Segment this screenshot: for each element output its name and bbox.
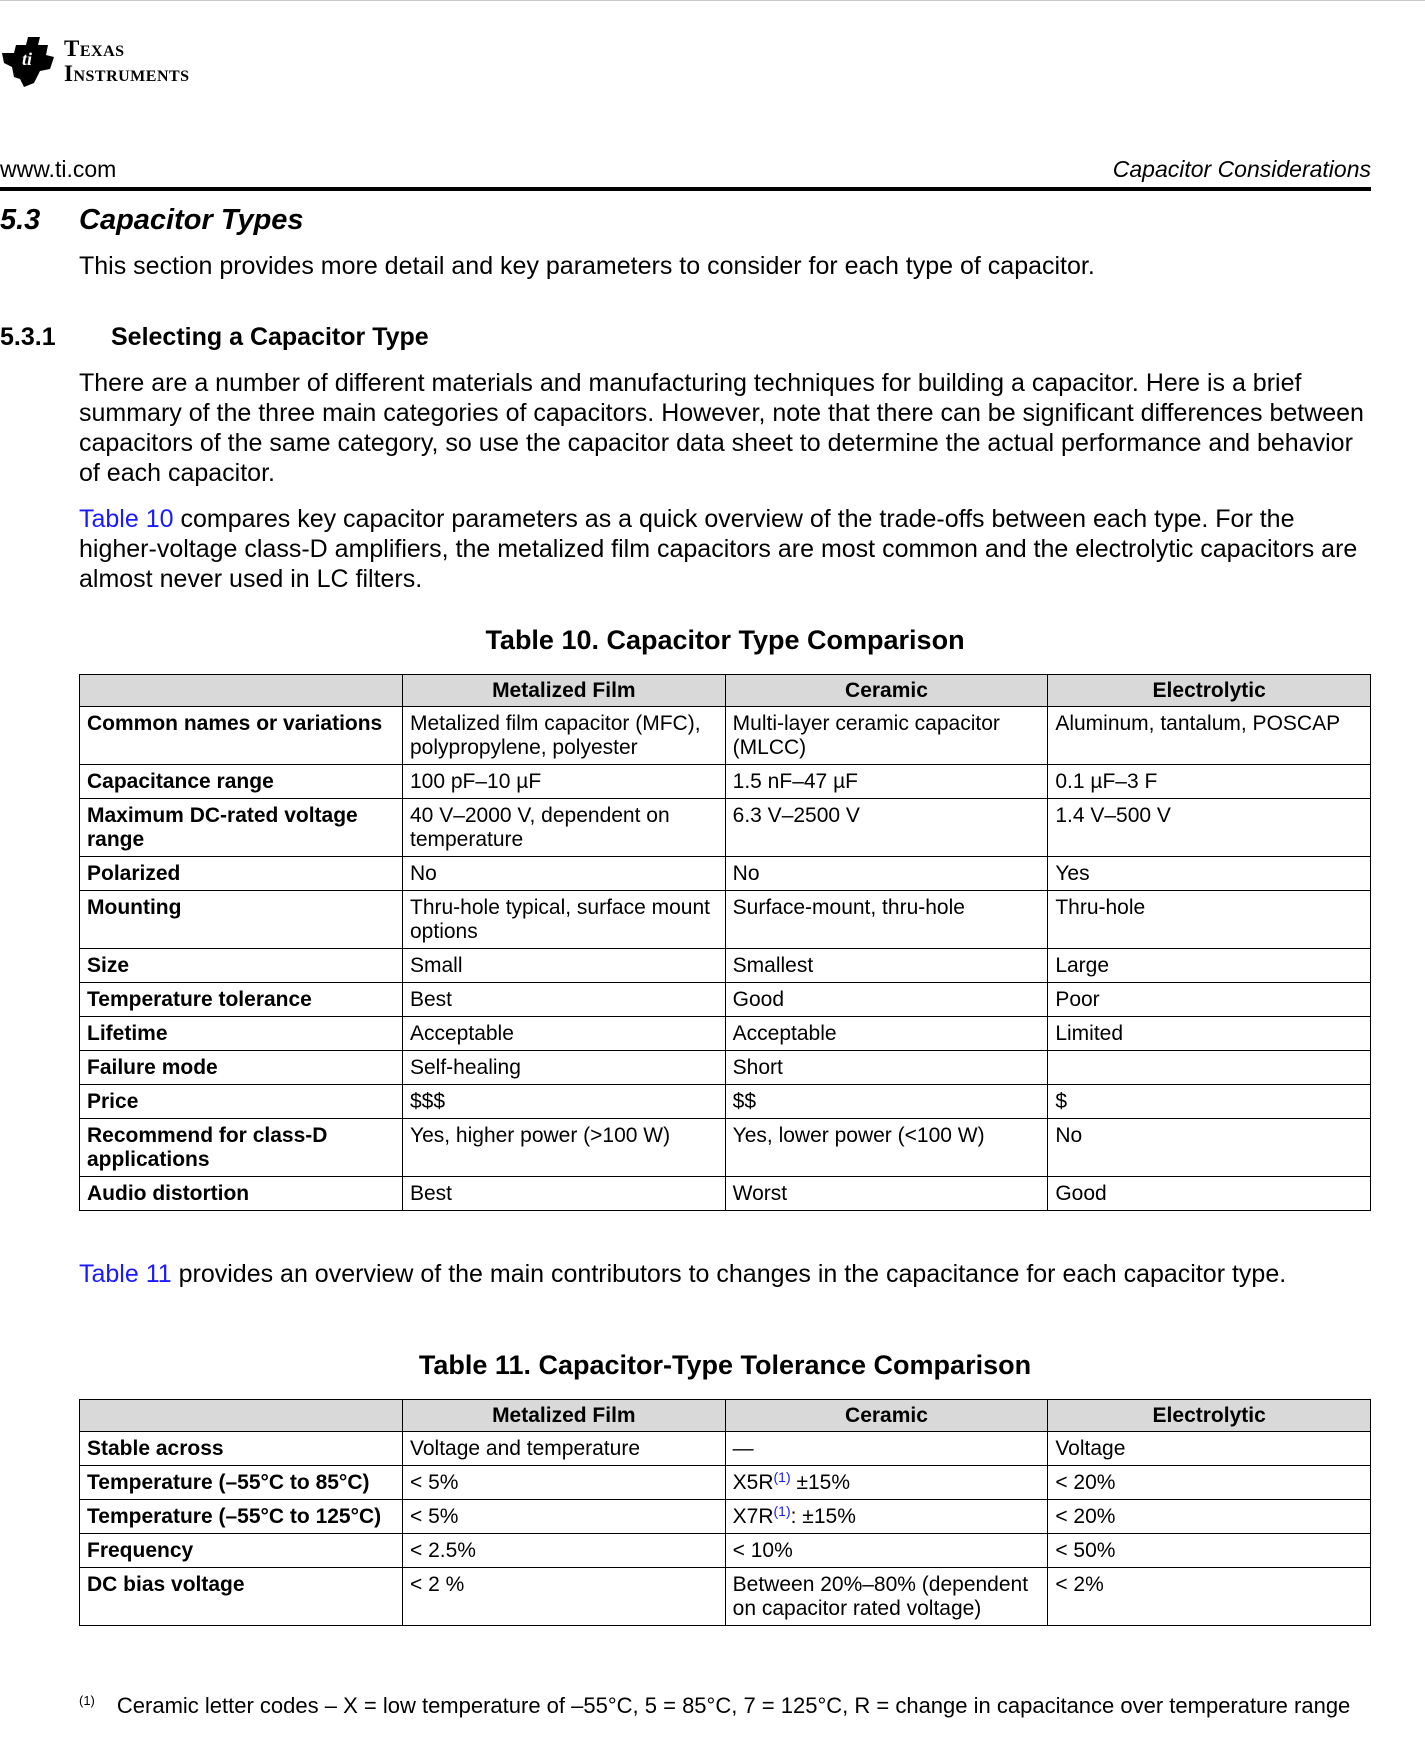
table-cell <box>403 799 726 857</box>
cell-text: Mounting <box>87 896 182 919</box>
cell-text: < 10% <box>732 1539 793 1562</box>
table-cell <box>725 983 1048 1017</box>
footnote-ref-link[interactable]: (1) <box>773 1503 791 1519</box>
cell-text: Worst <box>732 1182 788 1205</box>
cell-text-suffix: ±15% <box>790 1471 851 1494</box>
table-row <box>80 1119 1371 1177</box>
table-cell <box>403 1085 726 1119</box>
table-row <box>80 1051 1371 1085</box>
header-rule <box>0 187 1371 191</box>
table-cell <box>1048 1568 1371 1626</box>
cell-text: Large <box>1055 954 1110 977</box>
footnote-ref-link[interactable]: (1) <box>773 1469 791 1485</box>
cell-text: Surface-mount, thru-hole <box>732 896 965 919</box>
cell-text: Multi-layer ceramic capacitor (MLCC) <box>732 712 1000 759</box>
ti-logo-wordmark <box>64 36 190 86</box>
table-cell <box>403 1432 726 1466</box>
cell-text: Smallest <box>732 954 814 977</box>
column-header: Ceramic <box>725 1400 1048 1432</box>
table-cell <box>725 1466 1048 1500</box>
table-cell <box>1048 857 1371 891</box>
footnote-mark: (1) <box>79 1693 95 1708</box>
cell-text: Yes, lower power (<100 W) <box>732 1124 985 1147</box>
table-cell <box>403 857 726 891</box>
cell-text: Size <box>87 954 130 977</box>
table-10-caption: Table 10. Capacitor Type Comparison <box>485 625 965 655</box>
column-header: Electrolytic <box>1048 675 1371 707</box>
table-10-link[interactable]: Table 10 <box>79 505 174 533</box>
cell-text: < 2.5% <box>410 1539 476 1562</box>
cell-text: DC bias voltage <box>87 1573 245 1596</box>
table-cell <box>403 1500 726 1534</box>
cell-text: $$ <box>732 1090 757 1113</box>
cell-text: Self-healing <box>410 1056 521 1079</box>
subsection-number: 5.3.1 <box>0 323 56 351</box>
column-header: Metalized Film <box>403 1400 726 1432</box>
cell-text: Maximum DC-rated voltage range <box>87 804 358 851</box>
table-11-link[interactable]: Table 11 <box>79 1260 172 1288</box>
table-cell <box>1048 1500 1371 1534</box>
table-cell <box>1048 1017 1371 1051</box>
cell-text: No <box>732 862 760 885</box>
table-row <box>80 1085 1371 1119</box>
cell-text: < 20% <box>1055 1471 1116 1494</box>
table-cell <box>725 857 1048 891</box>
cell-text: Acceptable <box>410 1022 514 1045</box>
cell-text: No <box>410 862 437 885</box>
table-cell <box>1048 983 1371 1017</box>
table-cell <box>725 1534 1048 1568</box>
table-11-intro-text: provides an overview of the main contributors to changes in the capacitance for each capacitor type. <box>171 1260 1287 1288</box>
row-header-cell <box>80 1119 403 1177</box>
cell-text: No <box>1055 1124 1083 1147</box>
cell-text: Capacitance range <box>87 770 274 793</box>
table-cell <box>1048 1432 1371 1466</box>
cell-text: < 5% <box>410 1471 459 1494</box>
subsection-paragraph-1: There are a number of different materials and manufacturing techniques for building a capacitor. Here is a brief summary of the three main categories of capacitors. However, note that there can be significant differences between capacitors of the same category, so use the capacitor data sheet to determine the actual performance and behavior of each capacitor. <box>79 369 1364 487</box>
cell-text: Recommend for class-D applications <box>87 1124 328 1171</box>
table-11-intro <box>79 1259 1379 1289</box>
row-header-cell <box>80 1432 403 1466</box>
row-header-cell <box>80 983 403 1017</box>
table-row <box>80 891 1371 949</box>
table-cell <box>403 1568 726 1626</box>
row-header-cell <box>80 949 403 983</box>
table-cell <box>403 1119 726 1177</box>
column-header <box>80 1400 403 1432</box>
table-cell <box>1048 707 1371 765</box>
cell-text: Yes, higher power (>100 W) <box>410 1124 671 1147</box>
table-cell <box>1048 1534 1371 1568</box>
cell-text: — <box>732 1437 754 1460</box>
table-cell <box>403 891 726 949</box>
cell-text: Good <box>732 988 785 1011</box>
row-header-cell <box>80 1466 403 1500</box>
table-row <box>80 1500 1371 1534</box>
table-row <box>80 1017 1371 1051</box>
column-header: Metalized Film <box>403 675 726 707</box>
table-cell <box>403 1051 726 1085</box>
cell-text: Limited <box>1055 1022 1124 1045</box>
section-title: Capacitor Types <box>79 204 304 236</box>
cell-text: Best <box>410 988 453 1011</box>
cell-text: < 5% <box>410 1505 459 1528</box>
row-header-cell <box>80 1568 403 1626</box>
row-header-cell <box>80 1500 403 1534</box>
table-cell <box>725 765 1048 799</box>
cell-text: < 20% <box>1055 1505 1116 1528</box>
table-row <box>80 1466 1371 1500</box>
cell-text: Common names or variations <box>87 712 383 735</box>
table-row <box>80 1177 1371 1211</box>
row-header-cell <box>80 1017 403 1051</box>
footnote-text: Ceramic letter codes – X = low temperature of –55°C, 5 = 85°C, 7 = 125°C, R = change in capacitance over temperature range <box>116 1693 1351 1718</box>
page-top-border <box>0 0 1425 1</box>
section-intro: This section provides more detail and key parameters to consider for each type of capacitor. <box>79 252 1095 280</box>
cell-text: 1.4 V–500 V <box>1055 804 1171 827</box>
cell-text-suffix: : ±15% <box>790 1505 856 1528</box>
ti-logo <box>0 33 190 89</box>
column-header: Ceramic <box>725 675 1048 707</box>
cell-text: Aluminum, tantalum, POSCAP <box>1055 712 1341 735</box>
table-row <box>80 949 1371 983</box>
cell-text: Price <box>87 1090 139 1113</box>
cell-text: Best <box>410 1182 453 1205</box>
cell-text: 1.5 nF–47 µF <box>732 770 858 793</box>
row-header-cell <box>80 1085 403 1119</box>
cell-text: $$$ <box>410 1090 446 1113</box>
cell-text: < 2% <box>1055 1573 1104 1596</box>
table-cell <box>725 1500 1048 1534</box>
table-cell <box>1048 1177 1371 1211</box>
cell-text: Audio distortion <box>87 1182 250 1205</box>
table-row <box>80 799 1371 857</box>
cell-text: < 50% <box>1055 1539 1116 1562</box>
svg-text:ti: ti <box>22 49 33 69</box>
header-section-title: Capacitor Considerations <box>1112 156 1371 182</box>
table-cell <box>403 1177 726 1211</box>
table-cell <box>403 983 726 1017</box>
table-header-row <box>80 1400 1371 1432</box>
table-cell <box>1048 949 1371 983</box>
table-row <box>80 1534 1371 1568</box>
table-cell <box>1048 1051 1371 1085</box>
cell-text: Stable across <box>87 1437 224 1460</box>
cell-text: < 2 % <box>410 1573 465 1596</box>
cell-text: Short <box>732 1056 783 1079</box>
cell-text: Temperature (–55°C to 85°C) <box>87 1471 370 1494</box>
cell-text: $ <box>1055 1090 1067 1113</box>
logo-line-2: Instruments <box>64 61 190 86</box>
table-cell <box>403 1534 726 1568</box>
row-header-cell <box>80 857 403 891</box>
table-header-row <box>80 675 1371 707</box>
section-number: 5.3 <box>0 204 41 236</box>
table-cell <box>1048 765 1371 799</box>
column-header: Electrolytic <box>1048 1400 1371 1432</box>
logo-line-1: Texas <box>64 36 125 61</box>
cell-text: Thru-hole <box>1055 896 1146 919</box>
cell-text: Frequency <box>87 1539 194 1562</box>
table-cell <box>725 1051 1048 1085</box>
cell-text: Small <box>410 954 463 977</box>
cell-text: 0.1 µF–3 F <box>1055 770 1158 793</box>
row-header-cell <box>80 1177 403 1211</box>
cell-text: Good <box>1055 1182 1107 1205</box>
row-header-cell <box>80 707 403 765</box>
table-cell <box>725 1085 1048 1119</box>
row-header-cell <box>80 891 403 949</box>
cell-text: Temperature tolerance <box>87 988 312 1011</box>
table-cell <box>725 707 1048 765</box>
cell-text: X7R <box>732 1505 774 1528</box>
table-cell <box>725 1017 1048 1051</box>
table-cell <box>1048 891 1371 949</box>
row-header-cell <box>80 765 403 799</box>
table-row <box>80 1568 1371 1626</box>
cell-text: Yes <box>1055 862 1090 885</box>
cell-text: Between 20%–80% (dependent on capacitor rated voltage) <box>732 1573 1029 1620</box>
row-header-cell <box>80 799 403 857</box>
cell-text: Voltage <box>1055 1437 1126 1460</box>
table-11 <box>79 1399 1371 1626</box>
column-header <box>80 675 403 707</box>
cell-text: X5R <box>732 1471 774 1494</box>
cell-text: Lifetime <box>87 1022 168 1045</box>
subsection-title: Selecting a Capacitor Type <box>111 323 429 351</box>
subsection-paragraph-2 <box>79 504 1379 594</box>
table-cell <box>403 707 726 765</box>
cell-text: Polarized <box>87 862 181 885</box>
table-cell <box>725 1177 1048 1211</box>
paragraph-2-text: compares key capacitor parameters as a quick overview of the trade-offs between each type. For the higher-voltage class-D amplifiers, the metalized film capacitors are most common and the electrolytic capacitors are almost never used in LC filters. <box>79 505 1358 593</box>
table-cell <box>403 949 726 983</box>
cell-text: Failure mode <box>87 1056 218 1079</box>
table-cell <box>1048 1085 1371 1119</box>
table-10 <box>79 674 1371 1211</box>
table-row <box>80 857 1371 891</box>
table-row <box>80 983 1371 1017</box>
cell-text: Temperature (–55°C to 125°C) <box>87 1505 382 1528</box>
cell-text: 100 pF–10 µF <box>410 770 542 793</box>
row-header-cell <box>80 1051 403 1085</box>
row-header-cell <box>80 1534 403 1568</box>
cell-text: Metalized film capacitor (MFC), polypropylene, polyester <box>410 712 701 759</box>
table-cell <box>725 891 1048 949</box>
table-cell <box>403 765 726 799</box>
table-cell <box>725 1432 1048 1466</box>
cell-text: 6.3 V–2500 V <box>732 804 860 827</box>
cell-text: Poor <box>1055 988 1100 1011</box>
table-cell <box>725 799 1048 857</box>
cell-text: Acceptable <box>732 1022 837 1045</box>
table-cell <box>403 1017 726 1051</box>
cell-text: Thru-hole typical, surface mount options <box>410 896 710 943</box>
table-cell <box>1048 799 1371 857</box>
table-cell <box>1048 1466 1371 1500</box>
table-11-caption: Table 11. Capacitor-Type Tolerance Comparison <box>418 1350 1032 1380</box>
table-row <box>80 765 1371 799</box>
table-cell <box>725 949 1048 983</box>
header-url: www.ti.com <box>0 156 117 182</box>
footnote <box>79 1693 1350 1719</box>
table-row <box>80 1432 1371 1466</box>
table-row <box>80 707 1371 765</box>
table-cell <box>1048 1119 1371 1177</box>
cell-text: 40 V–2000 V, dependent on temperature <box>410 804 670 851</box>
table-cell <box>725 1119 1048 1177</box>
cell-text: Voltage and temperature <box>410 1437 640 1460</box>
ti-logo-icon <box>0 33 56 89</box>
table-cell <box>403 1466 726 1500</box>
table-cell <box>725 1568 1048 1626</box>
